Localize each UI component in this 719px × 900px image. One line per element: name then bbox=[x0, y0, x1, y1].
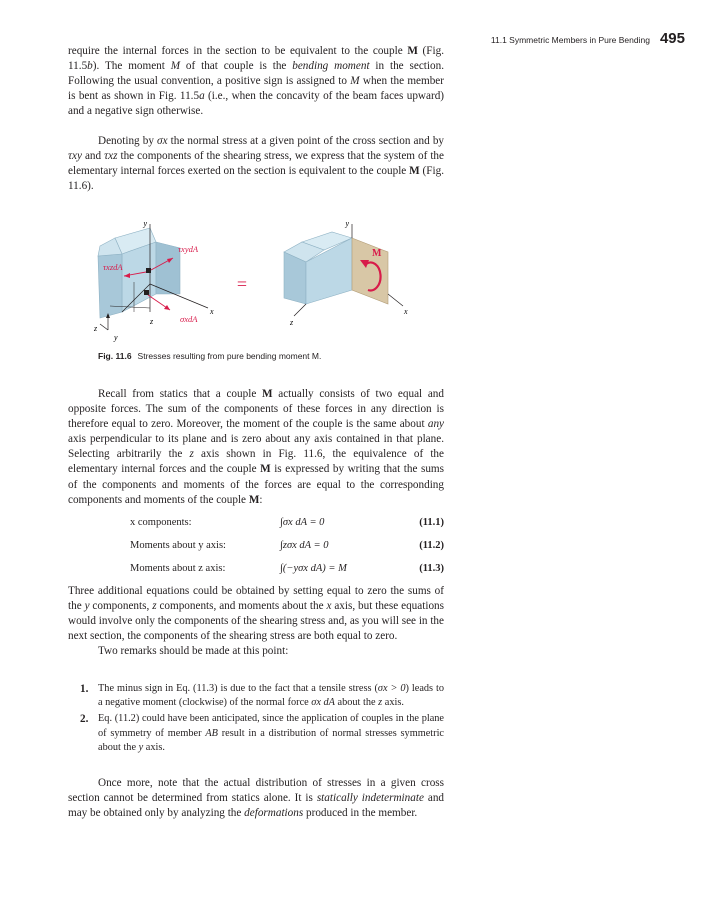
running-header bbox=[470, 30, 685, 47]
equation-11-1: x components: ∫σx dA = 0 (11.1) bbox=[130, 517, 444, 528]
caption-text: Stresses resulting from pure bending moment M. bbox=[137, 351, 322, 361]
paragraph-5: Two remarks should be made at this point: bbox=[98, 645, 289, 658]
svg-text:z: z bbox=[290, 318, 294, 327]
right-block bbox=[284, 232, 388, 304]
list-item: 2. Eq. (11.2) could have been anticipated, since the application of couples in the plane of symmetry of member AB result in a distribution of normal stresses symmetric about the y axis. bbox=[80, 713, 445, 753]
label-sx-dA: σxdA bbox=[180, 314, 198, 324]
list-item: 1. The minus sign in Eq. (11.3) is due to the fact that a tensile stress (σx > 0) leads to a negative moment (clockwise) of the normal force σx dA about the z axis. bbox=[80, 683, 444, 709]
label-txz-dA: τxzdA bbox=[103, 262, 123, 272]
page-number: 495 bbox=[659, 30, 685, 47]
label-M: M bbox=[372, 248, 382, 259]
remarks-list bbox=[68, 682, 444, 755]
svg-text:z: z bbox=[94, 324, 98, 333]
bottom-axis-triad bbox=[93, 313, 118, 342]
caption-label: Fig. 11.6 bbox=[98, 351, 132, 361]
axis-y-label: y bbox=[143, 219, 147, 228]
axis-x-label: x bbox=[210, 307, 214, 316]
svg-text:y: y bbox=[345, 219, 349, 228]
equation-11-2: Moments about y axis: ∫zσx dA = 0 (11.2) bbox=[130, 540, 444, 551]
paragraph-3: Recall from statics that a couple M actually consists of two equal and opposite forces. The sum of the components of these forces in any direction is therefore equal to zero. Moreover, the moment of the couple is the same about any axis perpendicular to its plane and is zero about any axis contained in that plane. Selecting arbitrarily the z axis shown in Fig. 11.6, the equivalence of the elementary internal forces and the couple M is expressed by writing that the sums of the components and moments of the forces are equal to the corresponding components and moments of the couple M: bbox=[68, 388, 444, 506]
svg-text:y: y bbox=[114, 333, 118, 342]
figure-caption bbox=[98, 351, 321, 361]
equation-11-3: Moments about z axis: ∫(−yσx dA) = M (11.3) bbox=[130, 563, 444, 574]
section-title: 11.1 Symmetric Members in Pure Bending bbox=[490, 35, 650, 45]
figure-11-6 bbox=[70, 212, 450, 352]
equals-sign: = bbox=[236, 274, 248, 294]
paragraph-4: Three additional equations could be obtained by setting equal to zero the sums of the y components, z components, and moments about the x axis, but these equations would involve only the components of the shearing stress and, as you will see in the next section, the components of the shearing stress are both equal to zero. Two remarks should be made at this point: bbox=[68, 584, 444, 659]
label-txy-dA: τxydA bbox=[178, 244, 199, 254]
paragraph-6: Once more, note that the actual distribution of stresses in a given cross section cannot be determined from statics alone. It is statically indeterminate and may be obtained only by analyzing the deformations produced in the member. bbox=[68, 777, 445, 820]
axis-z-label: z bbox=[150, 317, 154, 326]
svg-text:x: x bbox=[404, 307, 408, 316]
paragraph-2: Denoting by σx the normal stress at a given point of the cross section and by τxy and τxz the components of the shearing stress, we express that the system of the elementary internal forces exerted on the section is equivalent to the couple M (Fig. 11.6). bbox=[68, 135, 445, 193]
paragraph-1: require the internal forces in the section to be equivalent to the couple M (Fig. 11.5b). The moment M of that couple is the bending moment in the section. Following the usual convention, a positive sign is assigned to M when the member is bent as shown in Fig. 11.5a (i.e., when the concavity of the beam faces upward) and a negative sign otherwise. bbox=[68, 45, 445, 118]
